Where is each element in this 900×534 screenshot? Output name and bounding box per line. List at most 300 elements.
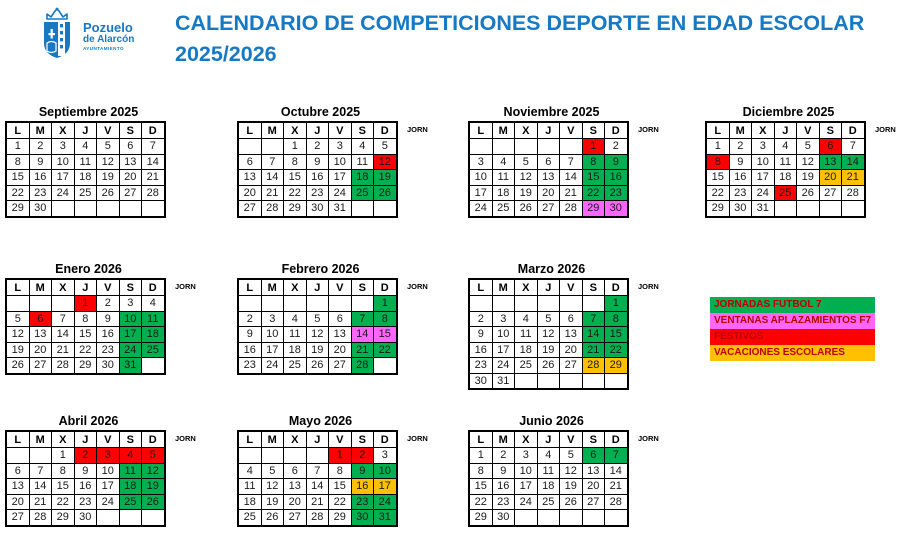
day-cell: 4	[74, 139, 97, 155]
day-header-s: S	[119, 431, 142, 448]
day-cell: 6	[29, 311, 52, 327]
legend-item: VACACIONES ESCOLARES	[710, 345, 875, 361]
day-cell: 19	[261, 494, 284, 510]
day-cell: 10	[374, 463, 397, 479]
day-cell: 4	[142, 296, 165, 312]
day-cell: 8	[74, 311, 97, 327]
day-cell: 6	[582, 448, 605, 464]
day-cell: 26	[97, 185, 120, 201]
calendar-table	[5, 278, 166, 375]
month-enero-2026	[5, 261, 205, 375]
day-cell: 18	[537, 479, 560, 495]
day-header-j: J	[306, 122, 329, 139]
empty-cell	[605, 373, 628, 389]
empty-cell	[797, 201, 820, 217]
day-cell: 12	[261, 479, 284, 495]
empty-cell	[52, 296, 75, 312]
day-cell: 9	[74, 463, 97, 479]
day-cell: 12	[306, 327, 329, 343]
day-cell: 5	[797, 139, 820, 155]
day-header-d: D	[374, 279, 397, 296]
day-cell: 3	[374, 448, 397, 464]
day-cell: 28	[582, 358, 605, 374]
day-header-x: X	[52, 122, 75, 139]
day-cell: 11	[142, 311, 165, 327]
day-cell: 20	[238, 185, 261, 201]
empty-cell	[97, 201, 120, 217]
day-cell: 1	[6, 139, 29, 155]
day-cell: 15	[74, 327, 97, 343]
day-cell: 31	[374, 510, 397, 526]
day-cell: 15	[582, 170, 605, 186]
day-cell: 11	[492, 170, 515, 186]
day-cell: 8	[52, 463, 75, 479]
day-header-l: L	[469, 122, 492, 139]
day-cell: 6	[6, 463, 29, 479]
day-cell: 13	[284, 479, 307, 495]
day-cell: 23	[729, 185, 752, 201]
day-cell: 6	[329, 311, 352, 327]
empty-cell	[238, 139, 261, 155]
day-cell: 5	[306, 311, 329, 327]
day-header-s: S	[351, 279, 374, 296]
day-header-j: J	[74, 431, 97, 448]
day-cell: 25	[74, 185, 97, 201]
day-cell: 3	[52, 139, 75, 155]
day-cell: 3	[119, 296, 142, 312]
day-header-d: D	[142, 122, 165, 139]
day-cell: 15	[6, 170, 29, 186]
day-cell: 1	[605, 296, 628, 312]
day-header-d: D	[374, 431, 397, 448]
day-header-v: V	[97, 431, 120, 448]
empty-cell	[351, 296, 374, 312]
day-cell: 20	[6, 494, 29, 510]
day-cell: 9	[306, 154, 329, 170]
day-cell: 6	[819, 139, 842, 155]
day-header-m: M	[29, 431, 52, 448]
day-header-x: X	[284, 122, 307, 139]
day-cell: 18	[515, 342, 538, 358]
day-cell: 22	[74, 342, 97, 358]
month-diciembre-2025	[705, 104, 900, 218]
day-header-v: V	[560, 279, 583, 296]
day-cell: 20	[284, 494, 307, 510]
day-cell: 7	[306, 463, 329, 479]
day-cell: 10	[492, 327, 515, 343]
day-cell: 12	[374, 154, 397, 170]
day-cell: 19	[797, 170, 820, 186]
calendar-table	[237, 278, 398, 375]
page-title	[175, 8, 890, 70]
day-cell: 15	[469, 479, 492, 495]
day-cell: 4	[537, 448, 560, 464]
day-cell: 22	[706, 185, 729, 201]
day-header-l: L	[469, 431, 492, 448]
day-cell: 11	[238, 479, 261, 495]
day-header-x: X	[515, 122, 538, 139]
empty-cell	[374, 358, 397, 374]
day-cell: 22	[329, 494, 352, 510]
day-cell: 12	[560, 463, 583, 479]
empty-cell	[29, 448, 52, 464]
day-header-v: V	[560, 122, 583, 139]
day-cell: 21	[142, 170, 165, 186]
day-header-m: M	[29, 279, 52, 296]
day-header-l: L	[6, 431, 29, 448]
day-cell: 9	[492, 463, 515, 479]
day-cell: 28	[29, 510, 52, 526]
month-marzo-2026	[468, 261, 668, 390]
day-cell: 16	[492, 479, 515, 495]
day-cell: 14	[351, 327, 374, 343]
day-cell: 8	[374, 311, 397, 327]
month-title: Enero 2026	[55, 262, 122, 276]
day-cell: 1	[706, 139, 729, 155]
day-cell: 7	[560, 154, 583, 170]
day-cell: 19	[560, 479, 583, 495]
day-cell: 18	[284, 342, 307, 358]
day-cell: 28	[52, 358, 75, 374]
day-cell: 13	[560, 327, 583, 343]
day-cell: 26	[261, 510, 284, 526]
month-title: Septiembre 2025	[38, 105, 139, 119]
day-cell: 20	[329, 342, 352, 358]
day-cell: 24	[515, 494, 538, 510]
day-cell: 23	[29, 185, 52, 201]
day-cell: 2	[492, 448, 515, 464]
day-header-j: J	[74, 279, 97, 296]
day-cell: 13	[119, 154, 142, 170]
page-title-line2: 2025/2026	[175, 42, 277, 66]
day-cell: 10	[261, 327, 284, 343]
day-cell: 24	[119, 342, 142, 358]
day-cell: 4	[492, 154, 515, 170]
day-cell: 2	[729, 139, 752, 155]
day-cell: 4	[238, 463, 261, 479]
day-cell: 11	[774, 154, 797, 170]
logo-text	[83, 21, 134, 52]
day-cell: 14	[52, 327, 75, 343]
day-cell: 29	[605, 358, 628, 374]
day-cell: 14	[605, 463, 628, 479]
empty-cell	[560, 296, 583, 312]
calendar-table	[237, 121, 398, 218]
day-header-l: L	[238, 279, 261, 296]
day-cell: 5	[97, 139, 120, 155]
month-noviembre-2025	[468, 104, 668, 218]
day-cell: 15	[52, 479, 75, 495]
day-cell: 18	[74, 170, 97, 186]
calendar-table	[5, 121, 166, 218]
logo-org: AYUNTAMIENTO	[83, 46, 124, 51]
day-cell: 16	[29, 170, 52, 186]
day-cell: 30	[351, 510, 374, 526]
day-cell: 10	[97, 463, 120, 479]
day-cell: 16	[729, 170, 752, 186]
day-cell: 24	[329, 185, 352, 201]
day-cell: 10	[119, 311, 142, 327]
day-cell: 23	[492, 494, 515, 510]
day-cell: 21	[582, 342, 605, 358]
day-cell: 5	[560, 448, 583, 464]
day-cell: 4	[774, 139, 797, 155]
calendar-table	[468, 430, 629, 527]
empty-cell	[261, 139, 284, 155]
empty-cell	[537, 510, 560, 526]
day-header-x: X	[52, 279, 75, 296]
day-cell: 24	[469, 201, 492, 217]
empty-cell	[6, 296, 29, 312]
logo-name: Pozuelo	[83, 20, 133, 35]
empty-cell	[515, 373, 538, 389]
month-title: Octubre 2025	[280, 105, 361, 119]
day-cell: 10	[752, 154, 775, 170]
day-cell: 11	[515, 327, 538, 343]
empty-cell	[261, 448, 284, 464]
day-cell: 15	[706, 170, 729, 186]
day-cell: 23	[351, 494, 374, 510]
day-header-d: D	[605, 431, 628, 448]
day-cell: 31	[752, 201, 775, 217]
day-cell: 4	[284, 311, 307, 327]
jorn-label: JORN	[638, 434, 659, 443]
day-header-l: L	[6, 122, 29, 139]
day-cell: 23	[306, 185, 329, 201]
day-cell: 12	[97, 154, 120, 170]
day-cell: 29	[582, 201, 605, 217]
jorn-label: JORN	[407, 282, 428, 291]
day-cell: 29	[74, 358, 97, 374]
day-cell: 21	[842, 170, 865, 186]
day-header-s: S	[582, 122, 605, 139]
day-cell: 29	[469, 510, 492, 526]
day-cell: 6	[284, 463, 307, 479]
day-header-d: D	[142, 279, 165, 296]
day-cell: 7	[605, 448, 628, 464]
day-cell: 26	[797, 185, 820, 201]
day-cell: 15	[329, 479, 352, 495]
day-cell: 14	[261, 170, 284, 186]
day-cell: 8	[605, 311, 628, 327]
empty-cell	[842, 201, 865, 217]
day-cell: 7	[261, 154, 284, 170]
day-cell: 25	[492, 201, 515, 217]
empty-cell	[605, 510, 628, 526]
day-cell: 3	[469, 154, 492, 170]
day-cell: 27	[119, 185, 142, 201]
day-cell: 31	[492, 373, 515, 389]
day-cell: 21	[306, 494, 329, 510]
day-cell: 28	[560, 201, 583, 217]
day-cell: 18	[119, 479, 142, 495]
empty-cell	[52, 201, 75, 217]
day-cell: 23	[74, 494, 97, 510]
day-header-j: J	[537, 279, 560, 296]
day-header-s: S	[119, 122, 142, 139]
day-cell: 12	[537, 327, 560, 343]
day-header-v: V	[329, 122, 352, 139]
day-cell: 4	[351, 139, 374, 155]
day-cell: 4	[119, 448, 142, 464]
day-cell: 14	[560, 170, 583, 186]
jorn-label: JORN	[875, 125, 896, 134]
day-cell: 15	[605, 327, 628, 343]
empty-cell	[492, 296, 515, 312]
day-cell: 5	[374, 139, 397, 155]
day-cell: 18	[351, 170, 374, 186]
day-cell: 9	[29, 154, 52, 170]
day-cell: 27	[329, 358, 352, 374]
empty-cell	[306, 448, 329, 464]
day-cell: 9	[605, 154, 628, 170]
empty-cell	[142, 510, 165, 526]
day-cell: 15	[374, 327, 397, 343]
day-cell: 29	[329, 510, 352, 526]
jorn-label: JORN	[638, 282, 659, 291]
day-cell: 24	[752, 185, 775, 201]
day-cell: 14	[29, 479, 52, 495]
day-header-m: M	[492, 122, 515, 139]
day-cell: 19	[6, 342, 29, 358]
day-cell: 1	[284, 139, 307, 155]
day-cell: 29	[6, 201, 29, 217]
day-cell: 21	[605, 479, 628, 495]
month-title: Junio 2026	[519, 414, 584, 428]
day-cell: 30	[492, 510, 515, 526]
day-cell: 3	[515, 448, 538, 464]
day-cell: 24	[261, 358, 284, 374]
day-cell: 10	[515, 463, 538, 479]
day-header-s: S	[819, 122, 842, 139]
empty-cell	[142, 201, 165, 217]
empty-cell	[284, 448, 307, 464]
day-header-m: M	[492, 431, 515, 448]
day-cell: 7	[582, 311, 605, 327]
day-cell: 17	[97, 479, 120, 495]
day-cell: 31	[119, 358, 142, 374]
day-header-m: M	[261, 122, 284, 139]
day-cell: 8	[706, 154, 729, 170]
month-title: Abril 2026	[58, 414, 119, 428]
day-cell: 24	[52, 185, 75, 201]
day-cell: 20	[560, 342, 583, 358]
day-cell: 16	[97, 327, 120, 343]
day-cell: 30	[605, 201, 628, 217]
day-header-j: J	[537, 431, 560, 448]
month-title: Febrero 2026	[281, 262, 360, 276]
day-header-l: L	[238, 431, 261, 448]
day-cell: 28	[306, 510, 329, 526]
empty-cell	[492, 139, 515, 155]
day-cell: 27	[560, 358, 583, 374]
day-cell: 25	[537, 494, 560, 510]
day-cell: 25	[351, 185, 374, 201]
day-cell: 25	[238, 510, 261, 526]
day-cell: 24	[97, 494, 120, 510]
day-cell: 26	[306, 358, 329, 374]
day-cell: 7	[52, 311, 75, 327]
day-cell: 12	[797, 154, 820, 170]
empty-cell	[560, 510, 583, 526]
day-cell: 16	[605, 170, 628, 186]
day-cell: 6	[238, 154, 261, 170]
day-cell: 1	[52, 448, 75, 464]
day-cell: 26	[537, 358, 560, 374]
day-cell: 14	[842, 154, 865, 170]
day-cell: 5	[537, 311, 560, 327]
calendar-table	[705, 121, 866, 218]
day-cell: 2	[29, 139, 52, 155]
day-cell: 17	[752, 170, 775, 186]
empty-cell	[537, 139, 560, 155]
day-header-s: S	[582, 431, 605, 448]
day-cell: 21	[52, 342, 75, 358]
empty-cell	[582, 373, 605, 389]
day-header-s: S	[351, 431, 374, 448]
day-cell: 25	[119, 494, 142, 510]
day-header-x: X	[515, 279, 538, 296]
empty-cell	[306, 296, 329, 312]
day-cell: 30	[29, 201, 52, 217]
day-cell: 8	[6, 154, 29, 170]
day-header-v: V	[797, 122, 820, 139]
day-cell: 14	[142, 154, 165, 170]
empty-cell	[119, 510, 142, 526]
day-cell: 1	[374, 296, 397, 312]
day-cell: 2	[238, 311, 261, 327]
empty-cell	[74, 201, 97, 217]
day-header-x: X	[284, 279, 307, 296]
day-cell: 2	[605, 139, 628, 155]
day-cell: 2	[469, 311, 492, 327]
day-header-d: D	[142, 431, 165, 448]
day-cell: 2	[306, 139, 329, 155]
pozuelo-logo	[36, 7, 134, 61]
day-cell: 30	[74, 510, 97, 526]
day-cell: 29	[52, 510, 75, 526]
day-cell: 25	[774, 185, 797, 201]
day-cell: 19	[142, 479, 165, 495]
day-cell: 10	[52, 154, 75, 170]
day-cell: 6	[119, 139, 142, 155]
day-cell: 22	[6, 185, 29, 201]
month-junio-2026	[468, 413, 668, 527]
day-cell: 17	[515, 479, 538, 495]
day-header-d: D	[842, 122, 865, 139]
day-cell: 2	[74, 448, 97, 464]
day-cell: 28	[842, 185, 865, 201]
day-cell: 31	[329, 201, 352, 217]
logo-subname: de Alarcón	[83, 34, 135, 45]
day-cell: 21	[560, 185, 583, 201]
day-cell: 25	[515, 358, 538, 374]
day-header-v: V	[329, 431, 352, 448]
empty-cell	[29, 296, 52, 312]
day-cell: 22	[582, 185, 605, 201]
day-cell: 18	[238, 494, 261, 510]
day-cell: 19	[306, 342, 329, 358]
calendar-table	[468, 278, 629, 390]
day-cell: 17	[469, 185, 492, 201]
day-cell: 7	[842, 139, 865, 155]
day-cell: 9	[97, 311, 120, 327]
empty-cell	[469, 139, 492, 155]
month-abril-2026	[5, 413, 205, 527]
day-cell: 2	[97, 296, 120, 312]
empty-cell	[329, 296, 352, 312]
jorn-label: JORN	[175, 282, 196, 291]
